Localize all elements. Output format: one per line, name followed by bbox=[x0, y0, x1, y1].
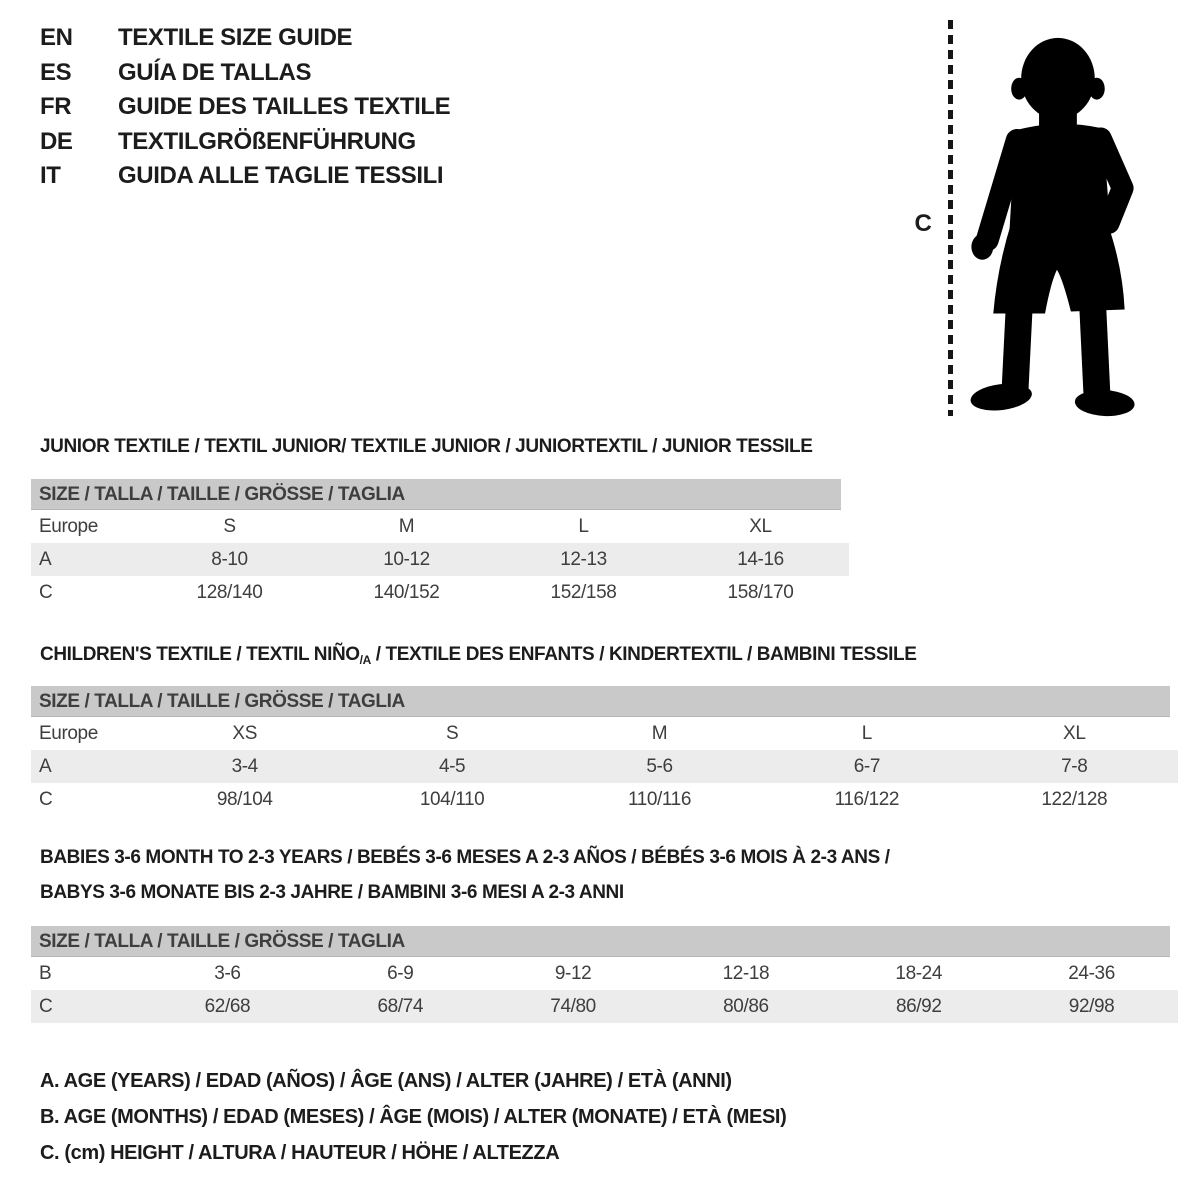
value-cell: 158/170 bbox=[727, 581, 794, 603]
babies-title-line1: BABIES 3-6 MONTH TO 2-3 YEARS / BEBÉS 3-6 MESES A 2-3 AÑOS / BÉBÉS 3-6 MOIS À 2-3 ANS / bbox=[40, 847, 890, 868]
value-cell: 3-4 bbox=[141, 750, 348, 783]
language-code: ES bbox=[40, 58, 72, 86]
row-label-cell: C bbox=[39, 581, 53, 603]
junior-row-a bbox=[31, 543, 849, 576]
value-cell: 104/110 bbox=[419, 788, 485, 810]
row-label-cell: A bbox=[31, 543, 141, 576]
row-label-cell: B bbox=[39, 962, 52, 984]
value-cell: 6-7 bbox=[763, 750, 970, 783]
children-title-post: / TEXTILE DES ENFANTS / KINDERTEXTIL / BAMBINI TESSILE bbox=[370, 644, 917, 665]
column-header-cell: XS bbox=[232, 722, 257, 744]
row-label-cell: C bbox=[31, 990, 141, 1023]
height-measure-label: C bbox=[914, 210, 932, 237]
value-cell: 8-10 bbox=[141, 543, 318, 576]
region-label-cell: Europe bbox=[39, 722, 98, 744]
value-cell: 18-24 bbox=[895, 962, 943, 984]
language-row-en bbox=[40, 21, 450, 56]
language-code: EN bbox=[40, 24, 73, 51]
value-cell: 92/98 bbox=[1005, 990, 1178, 1023]
measurement-legend bbox=[40, 1063, 786, 1171]
column-header-cell: M bbox=[651, 722, 668, 744]
junior-column-header-row bbox=[31, 510, 849, 543]
value-cell: 4-5 bbox=[348, 750, 555, 783]
language-row-es bbox=[40, 56, 450, 91]
junior-size-header-bar: SIZE / TALLA / TAILLE / GRÖSSE / TAGLIA bbox=[31, 479, 841, 510]
children-row-a bbox=[31, 750, 1178, 783]
junior-section-title: JUNIOR TEXTILE / TEXTIL JUNIOR/ TEXTILE JUNIOR / JUNIORTEXTIL / JUNIOR TESSILE bbox=[40, 436, 813, 457]
language-row-de bbox=[40, 125, 450, 160]
column-header-cell: S bbox=[223, 515, 236, 537]
value-cell: 74/80 bbox=[487, 990, 660, 1023]
region-label-cell: Europe bbox=[39, 515, 98, 537]
children-size-header-bar: SIZE / TALLA / TAILLE / GRÖSSE / TAGLIA bbox=[31, 686, 1170, 717]
children-title-pre: CHILDREN'S TEXTILE / TEXTIL NIÑO bbox=[40, 644, 360, 665]
children-row-c bbox=[31, 783, 1178, 816]
toddler-silhouette-image bbox=[965, 19, 1135, 417]
language-title-list bbox=[40, 21, 450, 194]
value-cell: 14-16 bbox=[672, 543, 849, 576]
language-code: IT bbox=[40, 162, 61, 189]
column-header-cell: XL bbox=[1063, 722, 1086, 744]
babies-size-header-bar: SIZE / TALLA / TAILLE / GRÖSSE / TAGLIA bbox=[31, 926, 1170, 957]
language-row-fr bbox=[40, 90, 450, 125]
language-title: GUÍA DE TALLAS bbox=[118, 58, 312, 86]
value-cell: 122/128 bbox=[1041, 788, 1108, 810]
babies-row-c bbox=[31, 990, 1178, 1023]
junior-size-table bbox=[31, 510, 849, 609]
height-dashed-line bbox=[948, 20, 953, 416]
language-row-it bbox=[40, 159, 450, 194]
language-title: TEXTILGRÖßENFÜHRUNG bbox=[118, 127, 416, 155]
value-cell: 12-18 bbox=[722, 962, 770, 984]
children-section-title bbox=[40, 644, 916, 667]
legend-line-b: B. AGE (MONTHS) / EDAD (MESES) / ÂGE (MOIS) / ALTER (MONATE) / ETÀ (MESI) bbox=[40, 1106, 787, 1128]
value-cell: 140/152 bbox=[373, 581, 440, 603]
column-header-cell: XL bbox=[749, 515, 772, 537]
column-header-cell: S bbox=[445, 722, 459, 744]
value-cell: 98/104 bbox=[216, 788, 273, 810]
value-cell: 80/86 bbox=[659, 990, 832, 1023]
value-cell: 128/140 bbox=[196, 581, 263, 603]
value-cell: 86/92 bbox=[832, 990, 1005, 1023]
value-cell: 12-13 bbox=[495, 543, 672, 576]
value-cell: 9-12 bbox=[554, 962, 592, 984]
value-cell: 110/116 bbox=[627, 788, 691, 810]
children-size-table bbox=[31, 717, 1178, 816]
value-cell: 10-12 bbox=[318, 543, 495, 576]
language-code: DE bbox=[40, 127, 73, 155]
babies-size-table bbox=[31, 957, 1178, 1023]
language-code: FR bbox=[40, 93, 72, 120]
babies-section-title bbox=[40, 840, 890, 910]
value-cell: 116/122 bbox=[834, 788, 900, 810]
legend-line-a: A. AGE (YEARS) / EDAD (AÑOS) / ÂGE (ANS) / ALTER (JAHRE) / ETÀ (ANNI) bbox=[40, 1070, 732, 1092]
value-cell: 3-6 bbox=[214, 962, 241, 984]
value-cell: 24-36 bbox=[1068, 962, 1115, 984]
babies-title-line2: BABYS 3-6 MONATE BIS 2-3 JAHRE / BAMBINI 3-6 MESI A 2-3 ANNI bbox=[40, 882, 624, 903]
value-cell: 62/68 bbox=[141, 990, 314, 1023]
babies-row-b bbox=[31, 957, 1178, 990]
legend-line-c: C. (cm) HEIGHT / ALTURA / HAUTEUR / HÖHE / ALTEZZA bbox=[40, 1142, 560, 1164]
language-title: TEXTILE SIZE GUIDE bbox=[118, 24, 353, 51]
children-column-header-row bbox=[31, 717, 1178, 750]
language-title: GUIDE DES TAILLES TEXTILE bbox=[118, 93, 451, 120]
column-header-cell: M bbox=[398, 515, 415, 537]
row-label-cell: C bbox=[39, 788, 53, 810]
value-cell: 6-9 bbox=[387, 962, 414, 984]
children-title-subscript: /A bbox=[359, 653, 371, 667]
value-cell: 5-6 bbox=[556, 750, 763, 783]
value-cell: 68/74 bbox=[314, 990, 487, 1023]
junior-row-c bbox=[31, 576, 849, 609]
value-cell: 152/158 bbox=[550, 581, 617, 603]
value-cell: 7-8 bbox=[971, 750, 1178, 783]
row-label-cell: A bbox=[31, 750, 141, 783]
column-header-cell: L bbox=[578, 515, 589, 537]
language-title: GUIDA ALLE TAGLIE TESSILI bbox=[118, 162, 444, 189]
column-header-cell: L bbox=[861, 722, 872, 744]
